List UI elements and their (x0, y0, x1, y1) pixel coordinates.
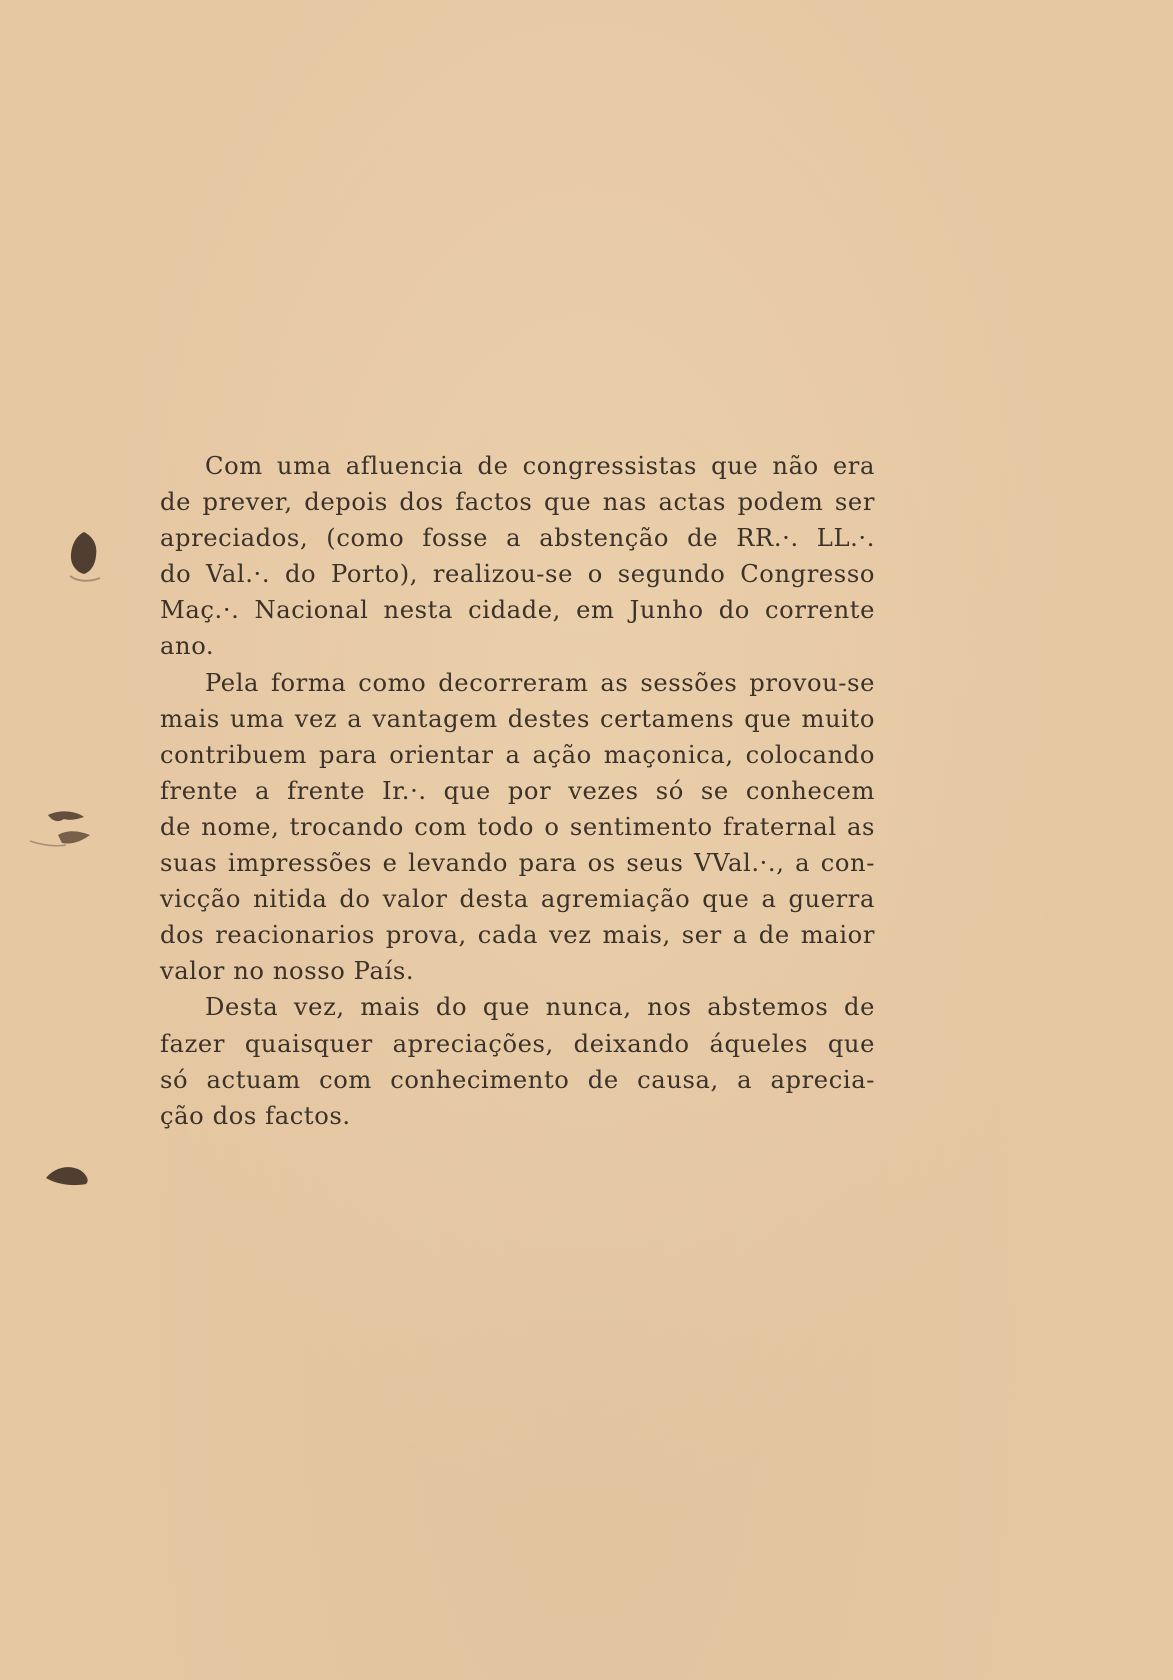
text-line: do Val.·. do Porto), realizou-se o segundo Congresso (160, 560, 875, 589)
margin-stain-middle (28, 805, 98, 855)
text-line: Com uma afluencia de congressistas que não era (205, 452, 875, 480)
paragraph-3 (160, 989, 875, 1133)
margin-stain-top (62, 530, 106, 586)
text-line: contribuem para orientar a ação maçonica, colocando (160, 740, 875, 769)
text-line: valor no nosso País. (160, 957, 415, 986)
text-line: frente a frente Ir.·. que por vezes só se conhecem (160, 776, 875, 805)
text-line: Maç.·. Nacional nesta cidade, em Junho do corrente (160, 596, 875, 625)
text-line: Pela forma como decorreram as sessões provou-se (205, 668, 875, 697)
text-line: fazer quaisquer apreciações, deixando áqueles que (160, 1029, 875, 1058)
body-text (160, 448, 875, 1134)
text-line: só actuam com conhecimento de causa, a aprecia- (160, 1065, 875, 1094)
text-line: mais uma vez a vantagem destes certamens que muito (160, 704, 875, 733)
text-line: de prever, depois dos factos que nas actas podem ser (160, 488, 875, 517)
text-line: ano. (160, 632, 215, 661)
text-line: Desta vez, mais do que nunca, nos abstemos de (205, 993, 875, 1022)
text-line: ção dos factos. (160, 1101, 351, 1130)
text-line: apreciados, (como fosse a abstenção de RR.·. LL.·. (160, 524, 875, 553)
text-line: vicção nitida do valor desta agremiação que a guerra (160, 885, 875, 914)
margin-stain-bottom (40, 1160, 96, 1194)
text-line: dos reacionarios prova, cada vez mais, ser a de maior (160, 921, 875, 950)
text-line: de nome, trocando com todo o sentimento fraternal as (160, 812, 875, 841)
paragraph-1 (160, 448, 875, 665)
text-line: suas impressões e levando para os seus VVal.·., a con- (160, 849, 875, 878)
paragraph-2 (160, 665, 875, 990)
